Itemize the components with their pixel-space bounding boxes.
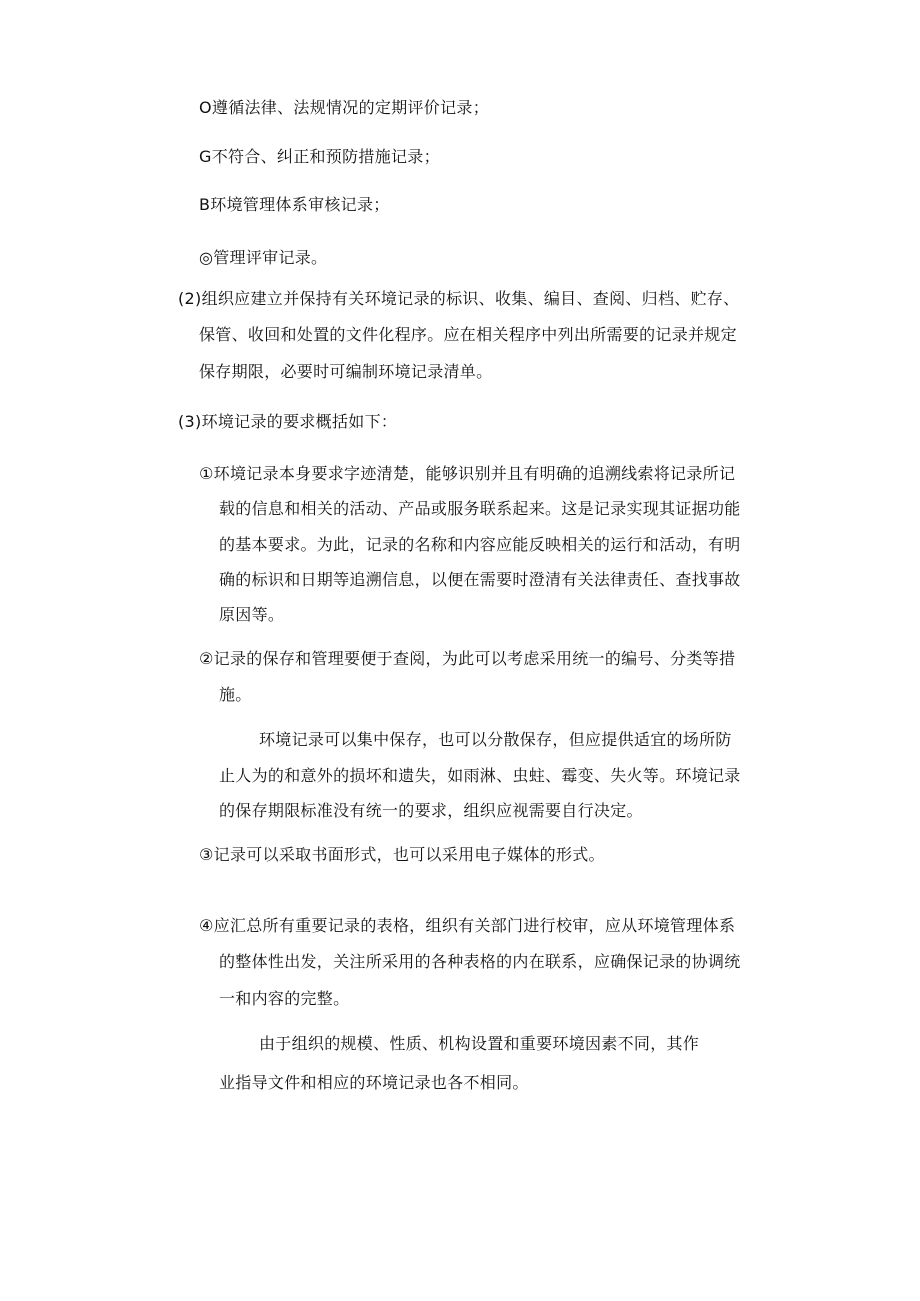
para2-line-3: 保存期限，必要时可编制环境记录清单。 [199, 362, 493, 381]
item2-note-line-1: 环境记录可以集中保存，也可以分散保存，但应提供适宜的场所防 [259, 730, 732, 749]
item4-line-2: 的整体性出发，关注所采用的各种表格的内在联系，应确保记录的协调统 [219, 952, 741, 971]
item2-line-2: 施。 [219, 685, 252, 704]
list-item-b: B环境管理体系审核记录； [199, 195, 390, 214]
item2-note-line-3: 的保存期限标准没有统一的要求，组织应视需要自行决定。 [219, 801, 643, 820]
item4-line-1: ④应汇总所有重要记录的表格，组织有关部门进行校审，应从环境管理体系 [199, 916, 736, 935]
item3-line: ③记录可以采取书面形式，也可以采用电子媒体的形式。 [199, 845, 605, 864]
item2-note-line-2: 止人为的和意外的损坏和遗失，如雨淋、虫蛀、霉变、失火等。环境记录 [219, 766, 741, 785]
item1-line-5: 原因等。 [219, 605, 285, 624]
item1-line-3: 的基本要求。为此，记录的名称和内容应能反映相关的运行和活动，有明 [219, 535, 741, 554]
para2-line-2: 保管、收回和处置的文件化程序。应在相关程序中列出所需要的记录并规定 [199, 325, 737, 344]
item4-line-3: 一和内容的完整。 [219, 989, 350, 1008]
para3-heading: (3)环境记录的要求概括如下： [178, 412, 398, 431]
list-item-o: O遵循法律、法规情况的定期评价记录； [199, 98, 489, 117]
item1-line-2: 载的信息和相关的活动、产品或服务联系起来。这是记录实现其证据功能 [219, 499, 741, 518]
closing-line-1: 由于组织的规模、性质、机构设置和重要环境因素不同，其作 [259, 1034, 700, 1053]
list-item-circle: ◎管理评审记录。 [199, 248, 328, 267]
para2-line-1: (2)组织应建立并保持有关环境记录的标识、收集、编目、查阅、归档、贮存、 [178, 289, 740, 308]
item1-line-1: ①环境记录本身要求字迹清楚，能够识别并且有明确的追溯线索将记录所记 [199, 464, 736, 483]
list-item-g: G不符合、纠正和预防措施记录； [199, 147, 440, 166]
item1-line-4: 确的标识和日期等追溯信息，以便在需要时澄清有关法律责任、查找事故 [219, 570, 741, 589]
closing-line-2: 业指导文件和相应的环境记录也各不相同。 [219, 1073, 529, 1092]
item2-line-1: ②记录的保存和管理要便于查阅，为此可以考虑采用统一的编号、分类等措 [199, 649, 736, 668]
